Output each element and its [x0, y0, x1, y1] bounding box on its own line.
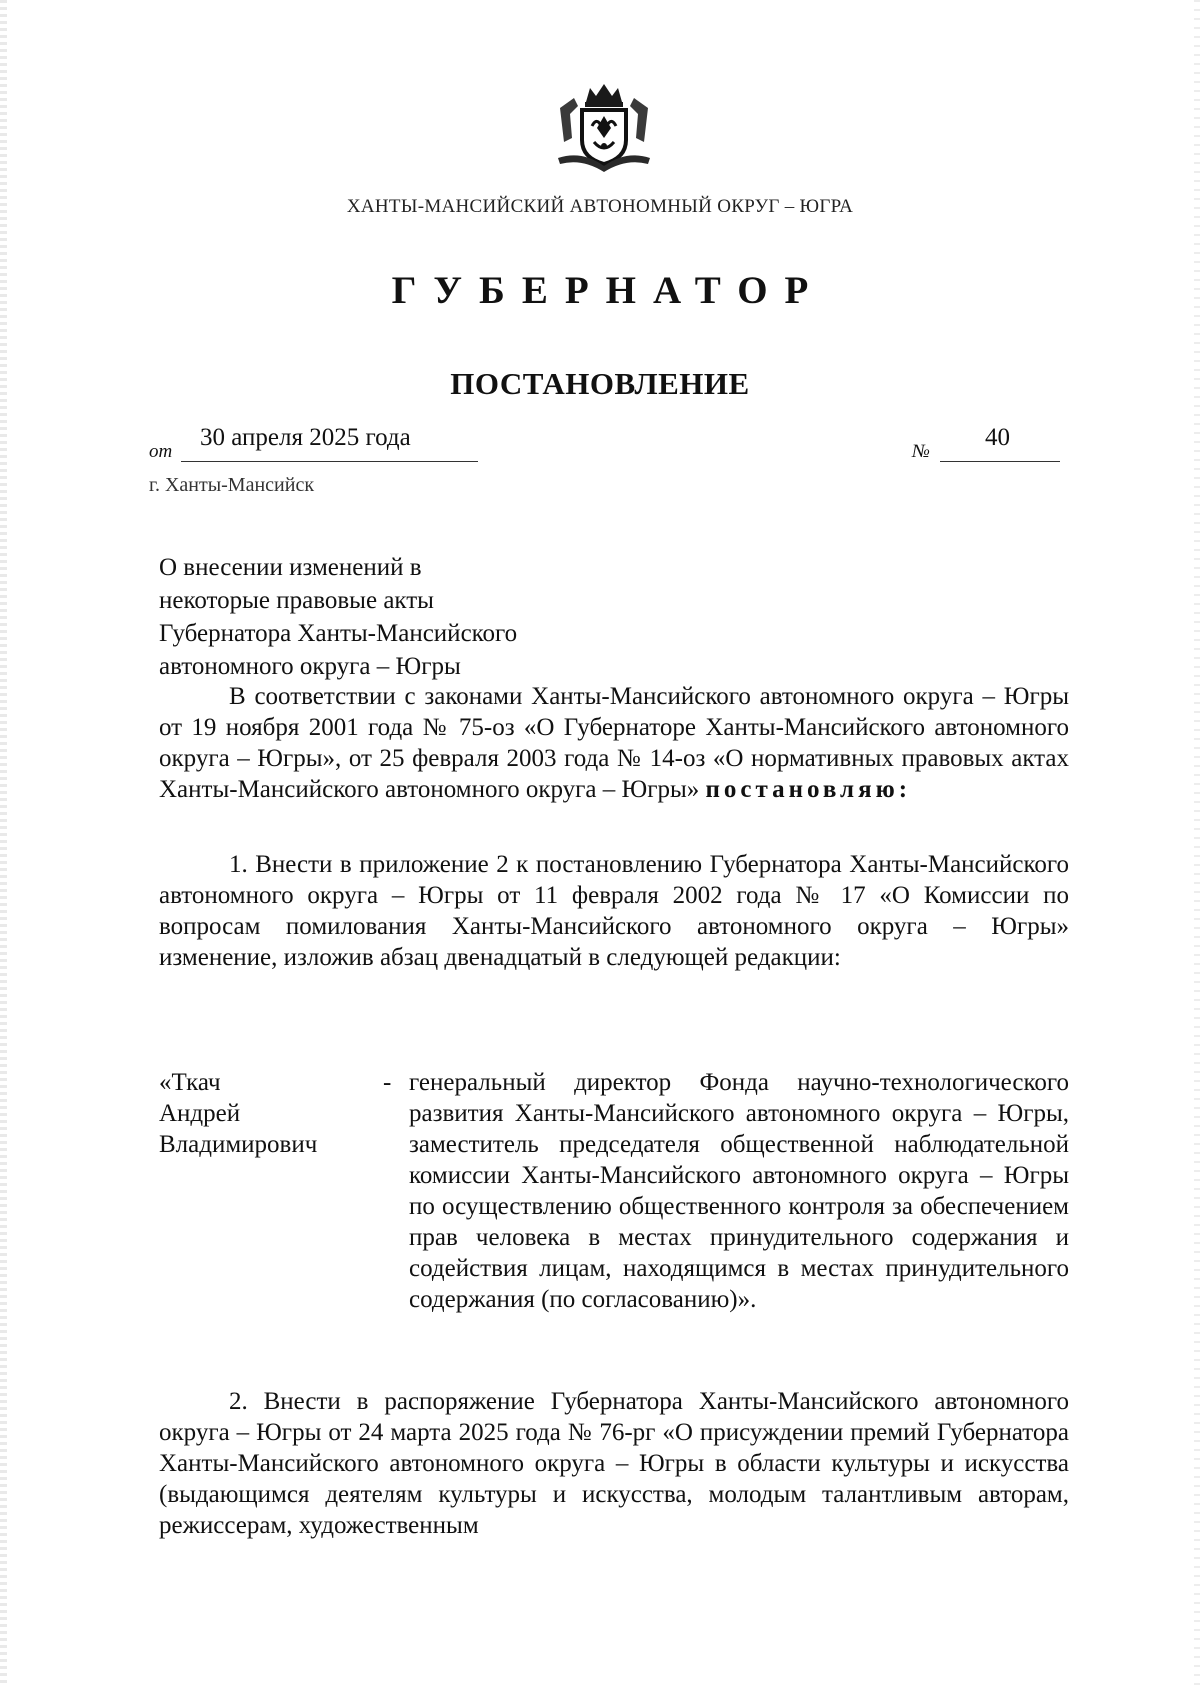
member-description: генеральный директор Фонда научно-технологического развития Ханты-Мансийского автономного округа – Югры, заместитель председателя общественной наблюдательной комиссии Ханты-Мансийского автономного округа – Югры по осуществлению общественного контроля за обеспечением прав человека в местах принудительного содержания и содействия лицам, находящимся в местах принудительного содержания (по согласованию)». — [409, 1069, 1069, 1313]
member-name-line: Владимирович — [159, 1131, 318, 1158]
item-1-text: 1. Внести в приложение 2 к постановлению Губернатора Ханты-Мансийского автономного округа – Югры от 11 февраля 2002 года № 17 «О Комиссии по вопросам помилования Ханты-Мансийского автономного округа – Югры» изменение, изложив абзац двенадцатый в следующей редакции: — [159, 851, 1069, 971]
intro-text: В соответствии с законами Ханты-Мансийского автономного округа – Югры от 19 ноября 2001 года № 75-оз «О Губернаторе Ханты-Мансийского автономного округа – Югры», от 25 февраля 2003 года № 14-оз «О нормативных правовых актах Ханты-Мансийского автономного округа – Югры» — [159, 683, 1069, 803]
subject-line: автономного округа – Югры — [159, 653, 461, 680]
document-type: ПОСТАНОВЛЕНИЕ — [450, 366, 750, 401]
member-dash: - — [383, 1069, 392, 1096]
item-2-text: 2. Внести в распоряжение Губернатора Ханты-Мансийского автономного округа – Югры от 24 марта 2025 года № 76-рг «О присуждении премий Губернатора Ханты-Мансийского автономного округа – Югры в области культуры и искусства (выдающимся деятелям культуры и искусства, молодым талантливым авторам, режиссерам, художественным — [159, 1388, 1069, 1539]
subject-line: Губернатора Ханты-Мансийского — [159, 620, 518, 647]
item-1-paragraph — [159, 849, 1069, 973]
scan-edge-right — [1194, 0, 1200, 1686]
document-subject — [159, 551, 679, 683]
scan-edge-left — [0, 0, 7, 1686]
coat-of-arms-icon — [552, 80, 656, 172]
date-prefix: от — [149, 441, 173, 462]
document-number: 40 — [985, 424, 1010, 451]
number-underline — [940, 461, 1060, 462]
resolve-word: постановляю: — [705, 776, 912, 803]
authority-title: ГУБЕРНАТОР — [391, 269, 826, 312]
region-name: ХАНТЫ-МАНСИЙСКИЙ АВТОНОМНЫЙ ОКРУГ – ЮГРА — [346, 196, 854, 217]
subject-line: некоторые правовые акты — [159, 587, 434, 614]
item-2-paragraph — [159, 1386, 1069, 1541]
member-name-line: «Ткач — [159, 1069, 221, 1096]
date-underline — [181, 461, 478, 462]
intro-paragraph — [159, 681, 1069, 805]
city: г. Ханты-Мансийск — [149, 474, 315, 496]
subject-line: О внесении изменений в — [159, 554, 422, 581]
number-prefix: № — [912, 441, 930, 462]
member-name — [159, 1067, 379, 1160]
member-name-line: Андрей — [159, 1100, 241, 1127]
document-date: 30 апреля 2025 года — [200, 424, 411, 451]
